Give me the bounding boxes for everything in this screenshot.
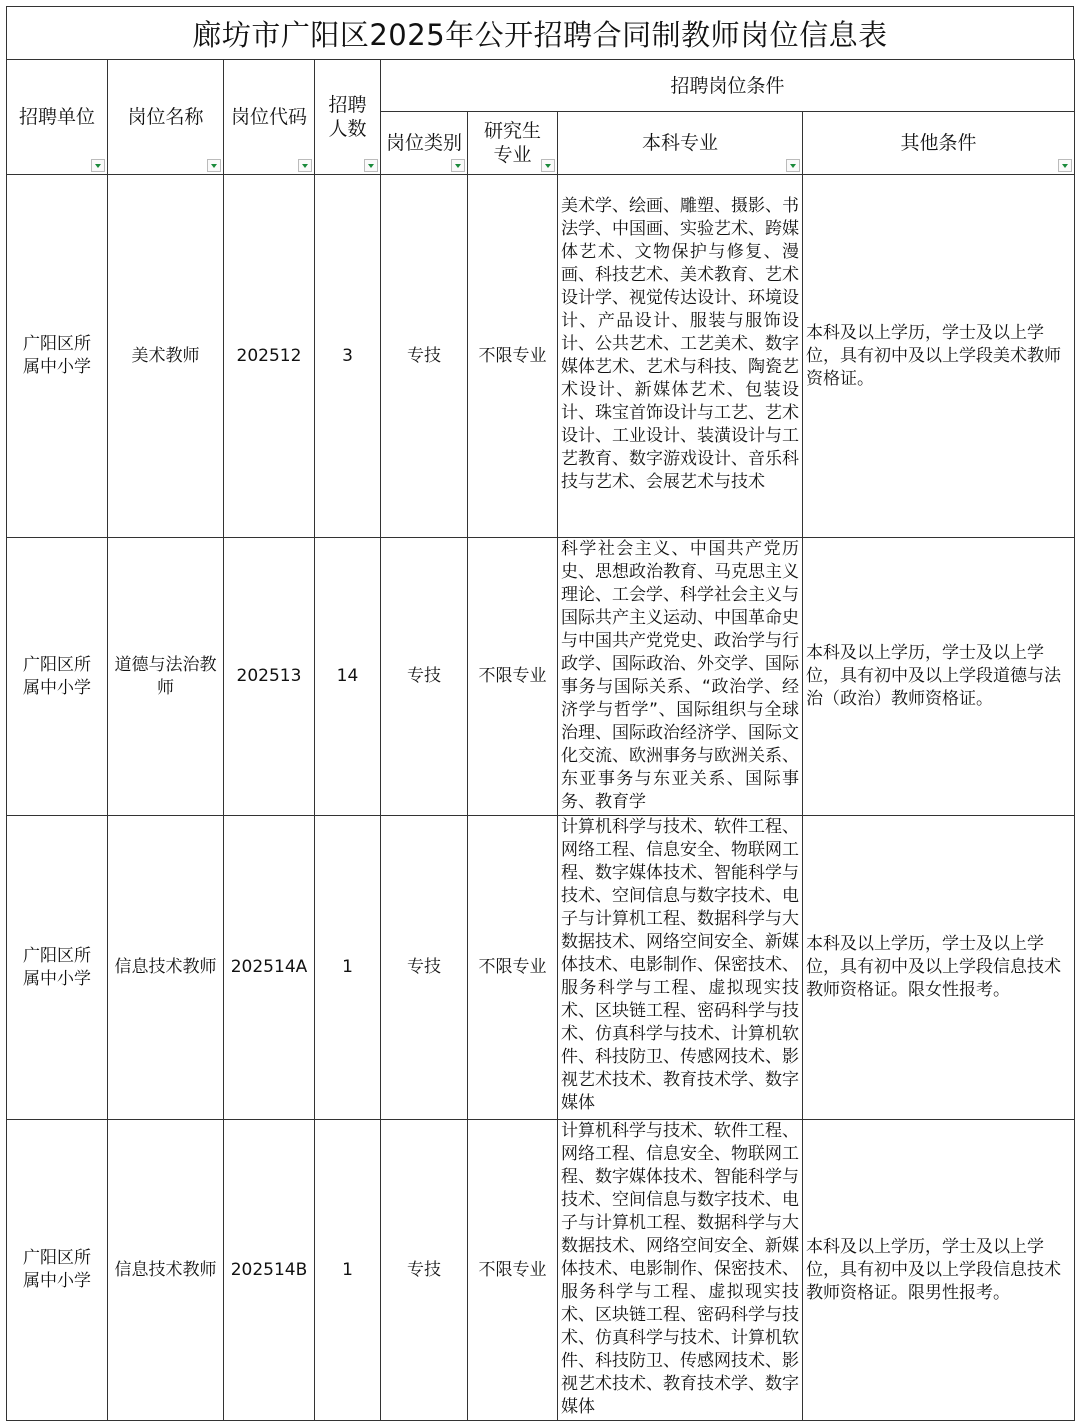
cell-unit: 广阳区所属中小学: [7, 816, 108, 1120]
cell-other: 本科及以上学历，学士及以上学位，具有初中及以上学段信息技术教师资格证。限女性报考。: [803, 816, 1075, 1120]
recruitment-table: [6, 59, 1075, 1421]
cell-bachelor-major: 计算机科学与技术、软件工程、网络工程、信息安全、物联网工程、数字媒体技术、智能科学与技术、空间信息与数字技术、电子与计算机工程、数据科学与大数据技术、网络空间安全、新媒体技术、电影制作、保密技术、服务科学与工程、虚拟现实技术、区块链工程、密码科学与技术、仿真科学与技术、计算机软件、科技防卫、传感网技术、影视艺术技术、教育技术学、数字媒体: [558, 816, 803, 1120]
header-bachelor-major: 本科专业: [558, 112, 803, 175]
cell-unit: 广阳区所属中小学: [7, 538, 108, 816]
cell-unit: 广阳区所属中小学: [7, 1120, 108, 1421]
cell-post-code: 202514A: [224, 816, 315, 1120]
sheet-title: 廊坊市广阳区2025年公开招聘合同制教师岗位信息表: [6, 6, 1074, 59]
filter-dropdown-icon[interactable]: [541, 159, 555, 172]
cell-post-code: 202513: [224, 538, 315, 816]
filter-dropdown-icon[interactable]: [451, 159, 465, 172]
header-post-code: 岗位代码: [224, 60, 315, 175]
cell-count: 14: [315, 538, 381, 816]
cell-post-code: 202514B: [224, 1120, 315, 1421]
cell-post-name: 信息技术教师: [108, 1120, 224, 1421]
cell-other: 本科及以上学历，学士及以上学位，具有初中及以上学段道德与法治（政治）教师资格证。: [803, 538, 1075, 816]
cell-other: 本科及以上学历，学士及以上学位，具有初中及以上学段信息技术教师资格证。限男性报考。: [803, 1120, 1075, 1421]
header-count: 招聘人数: [315, 60, 381, 175]
header-post-name: 岗位名称: [108, 60, 224, 175]
cell-count: 3: [315, 175, 381, 538]
filter-dropdown-icon[interactable]: [207, 159, 221, 172]
table-row: [7, 538, 1075, 816]
cell-grad-major: 不限专业: [468, 175, 558, 538]
filter-dropdown-icon[interactable]: [786, 159, 800, 172]
cell-grad-major: 不限专业: [468, 1120, 558, 1421]
table-row: [7, 1120, 1075, 1421]
cell-bachelor-major: 科学社会主义、中国共产党历史、思想政治教育、马克思主义理论、工会学、科学社会主义与国际共产主义运动、中国革命史与中国共产党党史、政治学与行政学、国际政治、外交学、国际事务与国际关系、“政治学、经济学与哲学”、国际组织与全球治理、国际政治经济学、国际文化交流、欧洲事务与欧洲关系、东亚事务与东亚关系、国际事务、教育学: [558, 538, 803, 816]
header-category: 岗位类别: [381, 112, 468, 175]
header-unit: 招聘单位: [7, 60, 108, 175]
cell-count: 1: [315, 1120, 381, 1421]
header-other: 其他条件: [803, 112, 1075, 175]
filter-dropdown-icon[interactable]: [364, 159, 378, 172]
spreadsheet: [6, 6, 1074, 1421]
cell-grad-major: 不限专业: [468, 816, 558, 1120]
cell-other: 本科及以上学历，学士及以上学位，具有初中及以上学段美术教师资格证。: [803, 175, 1075, 538]
header-grad-major: 研究生专业: [468, 112, 558, 175]
cell-bachelor-major: 美术学、绘画、雕塑、摄影、书法学、中国画、实验艺术、跨媒体艺术、文物保护与修复、漫画、科技艺术、美术教育、艺术设计学、视觉传达设计、环境设计、产品设计、服装与服饰设计、公共艺术、工艺美术、数字媒体艺术、艺术与科技、陶瓷艺术设计、新媒体艺术、包装设计、珠宝首饰设计与工艺、艺术设计、工业设计、装潢设计与工艺教育、数字游戏设计、音乐科技与艺术、会展艺术与技术: [558, 175, 803, 538]
filter-dropdown-icon[interactable]: [91, 159, 105, 172]
cell-post-name: 信息技术教师: [108, 816, 224, 1120]
cell-category: 专技: [381, 816, 468, 1120]
cell-category: 专技: [381, 538, 468, 816]
cell-post-name: 道德与法治教师: [108, 538, 224, 816]
table-row: [7, 175, 1075, 538]
filter-dropdown-icon[interactable]: [298, 159, 312, 172]
cell-category: 专技: [381, 1120, 468, 1421]
cell-category: 专技: [381, 175, 468, 538]
filter-dropdown-icon[interactable]: [1058, 159, 1072, 172]
header-conditions: 招聘岗位条件: [381, 60, 1075, 112]
cell-grad-major: 不限专业: [468, 538, 558, 816]
cell-count: 1: [315, 816, 381, 1120]
cell-post-name: 美术教师: [108, 175, 224, 538]
table-row: [7, 816, 1075, 1120]
cell-bachelor-major: 计算机科学与技术、软件工程、网络工程、信息安全、物联网工程、数字媒体技术、智能科学与技术、空间信息与数字技术、电子与计算机工程、数据科学与大数据技术、网络空间安全、新媒体技术、电影制作、保密技术、服务科学与工程、虚拟现实技术、区块链工程、密码科学与技术、仿真科学与技术、计算机软件、科技防卫、传感网技术、影视艺术技术、教育技术学、数字媒体: [558, 1120, 803, 1421]
cell-post-code: 202512: [224, 175, 315, 538]
cell-unit: 广阳区所属中小学: [7, 175, 108, 538]
